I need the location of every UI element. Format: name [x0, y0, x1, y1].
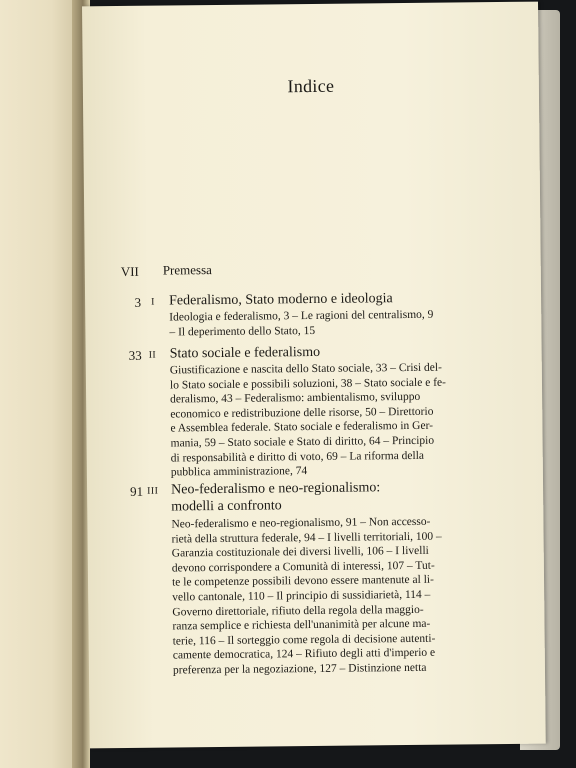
chapter-1-title-line: Federalismo, Stato moderno e ideologia [169, 291, 393, 309]
index-page [82, 2, 546, 749]
section-line: rietà della struttura federale, 94 – I livelli territoriali, 100 – [171, 530, 442, 546]
chapter-2-numeral: II [148, 349, 157, 361]
chapter-2-title [170, 344, 321, 363]
index-title: Indice [287, 75, 335, 97]
section-line: – Il deperimento dello Stato, 15 [169, 324, 316, 339]
chapter-1-numeral: I [151, 296, 155, 308]
section-line: di responsabilità e diritto di voto, 69 – La riforma della [170, 449, 425, 465]
section-line: camente democratica, 124 – Rifiuto degli atti d'imperio e [172, 647, 436, 662]
chapter-2-page-number: 33 [128, 347, 142, 363]
section-line: Garanzia costituzionale dei diversi livelli, 106 – I livelli [171, 544, 429, 560]
chapter-3-numeral: III [147, 485, 159, 497]
preface-title: Premessa [162, 262, 212, 278]
chapter-2-sections [170, 360, 537, 481]
section-line: economico e redistribuzione delle risorse, 50 – Direttorio [170, 405, 434, 421]
section-line: te le competenze possibili devono essere mantenute al li- [171, 574, 434, 589]
section-line: ranza semplice e richiesta dell'unanimità per alcune ma- [172, 617, 431, 633]
section-line: mania, 59 – Stato sociale e Stato di diritto, 64 – Principio [170, 434, 435, 450]
chapter-3-title-line: modelli a confronto [171, 498, 282, 515]
chapter-3-sections [171, 514, 539, 678]
chapter-3-title-line: Neo-federalismo e neo-regionalismo: [171, 480, 381, 498]
section-line: vello cantonale, 110 – Il principio di sussidiarietà, 114 – [172, 588, 431, 604]
chapter-1-page-number: 3 [134, 294, 142, 310]
chapter-3-page-number: 91 [130, 483, 144, 499]
section-line: deralismo, 43 – Federalismo: ambientalismo, sviluppo [170, 391, 421, 406]
section-line: pubblica amministrazione, 74 [170, 465, 308, 479]
section-line: devono corrispondere a Comunità di interessi, 107 – Tut- [171, 559, 435, 575]
chapter-1-sections [169, 307, 535, 340]
section-line: Giustificazione e nascita dello Stato sociale, 33 – Crisi del- [169, 361, 442, 377]
section-line: Governo direttoriale, rifiuto della regola della maggio- [172, 603, 424, 619]
section-line: lo Stato sociale e possibili soluzioni, 38 – Stato sociale e fe- [169, 376, 446, 392]
section-line: terie, 116 – Il sorteggio come regola di decisione autenti- [172, 632, 436, 648]
section-line: Ideologia e federalismo, 3 – Le ragioni del centralismo, 9 [169, 308, 434, 324]
chapter-2-title-line: Stato sociale e federalismo [169, 344, 321, 362]
preface-page-number: VII [120, 263, 139, 279]
section-line: Neo-federalismo e neo-regionalismo, 91 – Non accesso- [171, 515, 431, 531]
chapter-1-title [169, 290, 393, 309]
section-line: e Assemblea federale. Stato sociale e federalismo in Ger- [170, 420, 434, 435]
section-line: preferenza per la negoziazione, 127 – Distinzione netta [172, 661, 427, 677]
chapter-3-title [171, 479, 381, 515]
